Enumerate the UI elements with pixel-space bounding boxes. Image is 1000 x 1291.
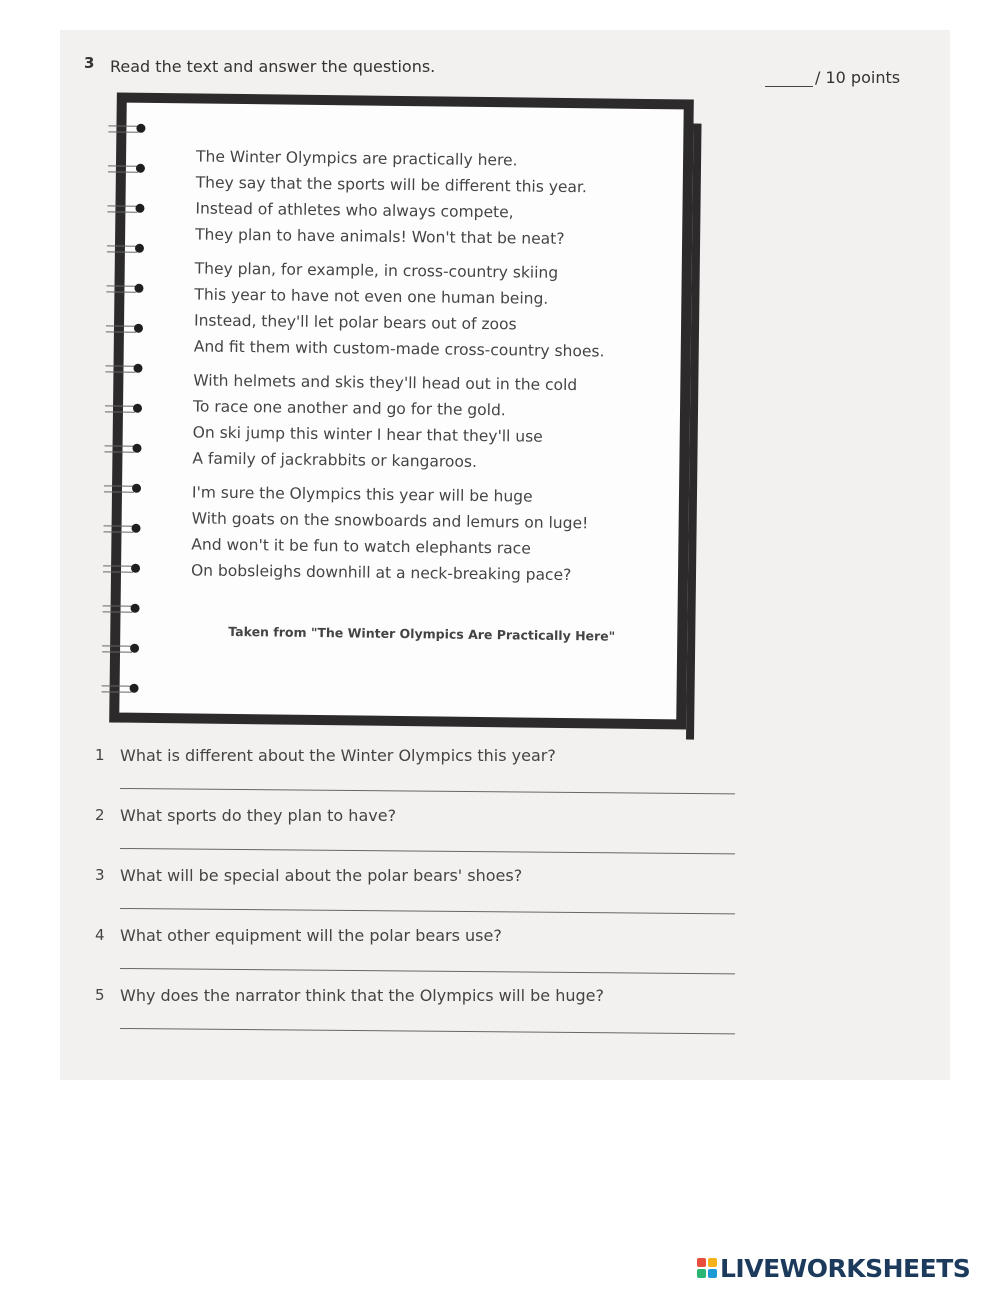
poem-line: And fit them with custom-made cross-country shoes. [193,337,605,361]
question-number: 1 [95,746,105,764]
poem-line: To race one another and go for the gold. [192,397,506,420]
poem-line: On ski jump this winter I hear that they'll use [192,423,543,446]
score-suffix: / 10 points [815,68,901,87]
liveworksheets-logo [697,1253,970,1283]
spiral-ring-icon [105,402,145,414]
poem-line: This year to have not even one human being. [194,285,549,308]
question-number: 2 [95,806,105,824]
poem-line: With helmets and skis they'll head out in the cold [193,371,578,395]
poem-line: With goats on the snowboards and lemurs on luge! [191,509,589,533]
spiral-ring-icon [105,362,145,374]
poem-line: The Winter Olympics are practically here. [195,147,518,170]
question-text: Why does the narrator think that the Olympics will be huge? [120,986,604,1005]
poem [191,143,666,597]
question-number: 5 [95,986,105,1004]
poem-line: Instead of athletes who always compete, [195,199,514,222]
poem-stanza [195,143,666,253]
exercise-instruction: Read the text and answer the questions. [110,57,436,76]
spiral-ring-icon [104,442,144,454]
spiral-ring-icon [108,162,148,174]
spiral-ring-icon [102,642,142,654]
poem-line: They plan to have animals! Won't that be neat? [195,225,565,248]
poem-line: On bobsleighs downhill at a neck-breaking pace? [190,561,572,585]
spiral-ring-icon [107,202,147,214]
poem-line: I'm sure the Olympics this year will be huge [191,483,533,506]
spiral-ring-icon [106,282,146,294]
exercise-number: 3 [84,54,95,72]
question-number: 3 [95,866,105,884]
question-number: 4 [95,926,105,944]
spiral-ring-icon [106,322,146,334]
poem-line: Instead, they'll let polar bears out of zoos [193,311,517,334]
spiral-ring-icon [107,242,147,254]
spiral-ring-icon [102,602,142,614]
question-text: What is different about the Winter Olympics this year? [120,746,556,765]
notebook-panel [109,92,694,729]
question-text: What sports do they plan to have? [120,806,397,825]
score-blank[interactable] [765,86,813,87]
poem-stanza [192,367,663,477]
poem-stanza [194,255,665,365]
poem-line: A family of jackrabbits or kangaroos. [192,449,478,471]
liveworksheets-icon [697,1258,717,1278]
poem-stanza [191,479,662,589]
spiral-ring-icon [104,482,144,494]
spiral-ring-icon [102,682,142,694]
poem-line: They plan, for example, in cross-country skiing [194,259,559,282]
question-text: What other equipment will the polar bears use? [120,926,502,945]
poem-line: And won't it be fun to watch elephants race [191,535,531,558]
poem-source: Taken from "The Winter Olympics Are Practically Here" [228,623,616,644]
score-field [765,68,900,87]
spiral-ring-icon [103,562,143,574]
poem-line: They say that the sports will be different this year. [195,173,587,197]
spiral-ring-icon [108,122,148,134]
question-text: What will be special about the polar bears' shoes? [120,866,523,885]
spiral-ring-icon [103,522,143,534]
brand-name: LIVEWORKSHEETS [720,1253,971,1283]
